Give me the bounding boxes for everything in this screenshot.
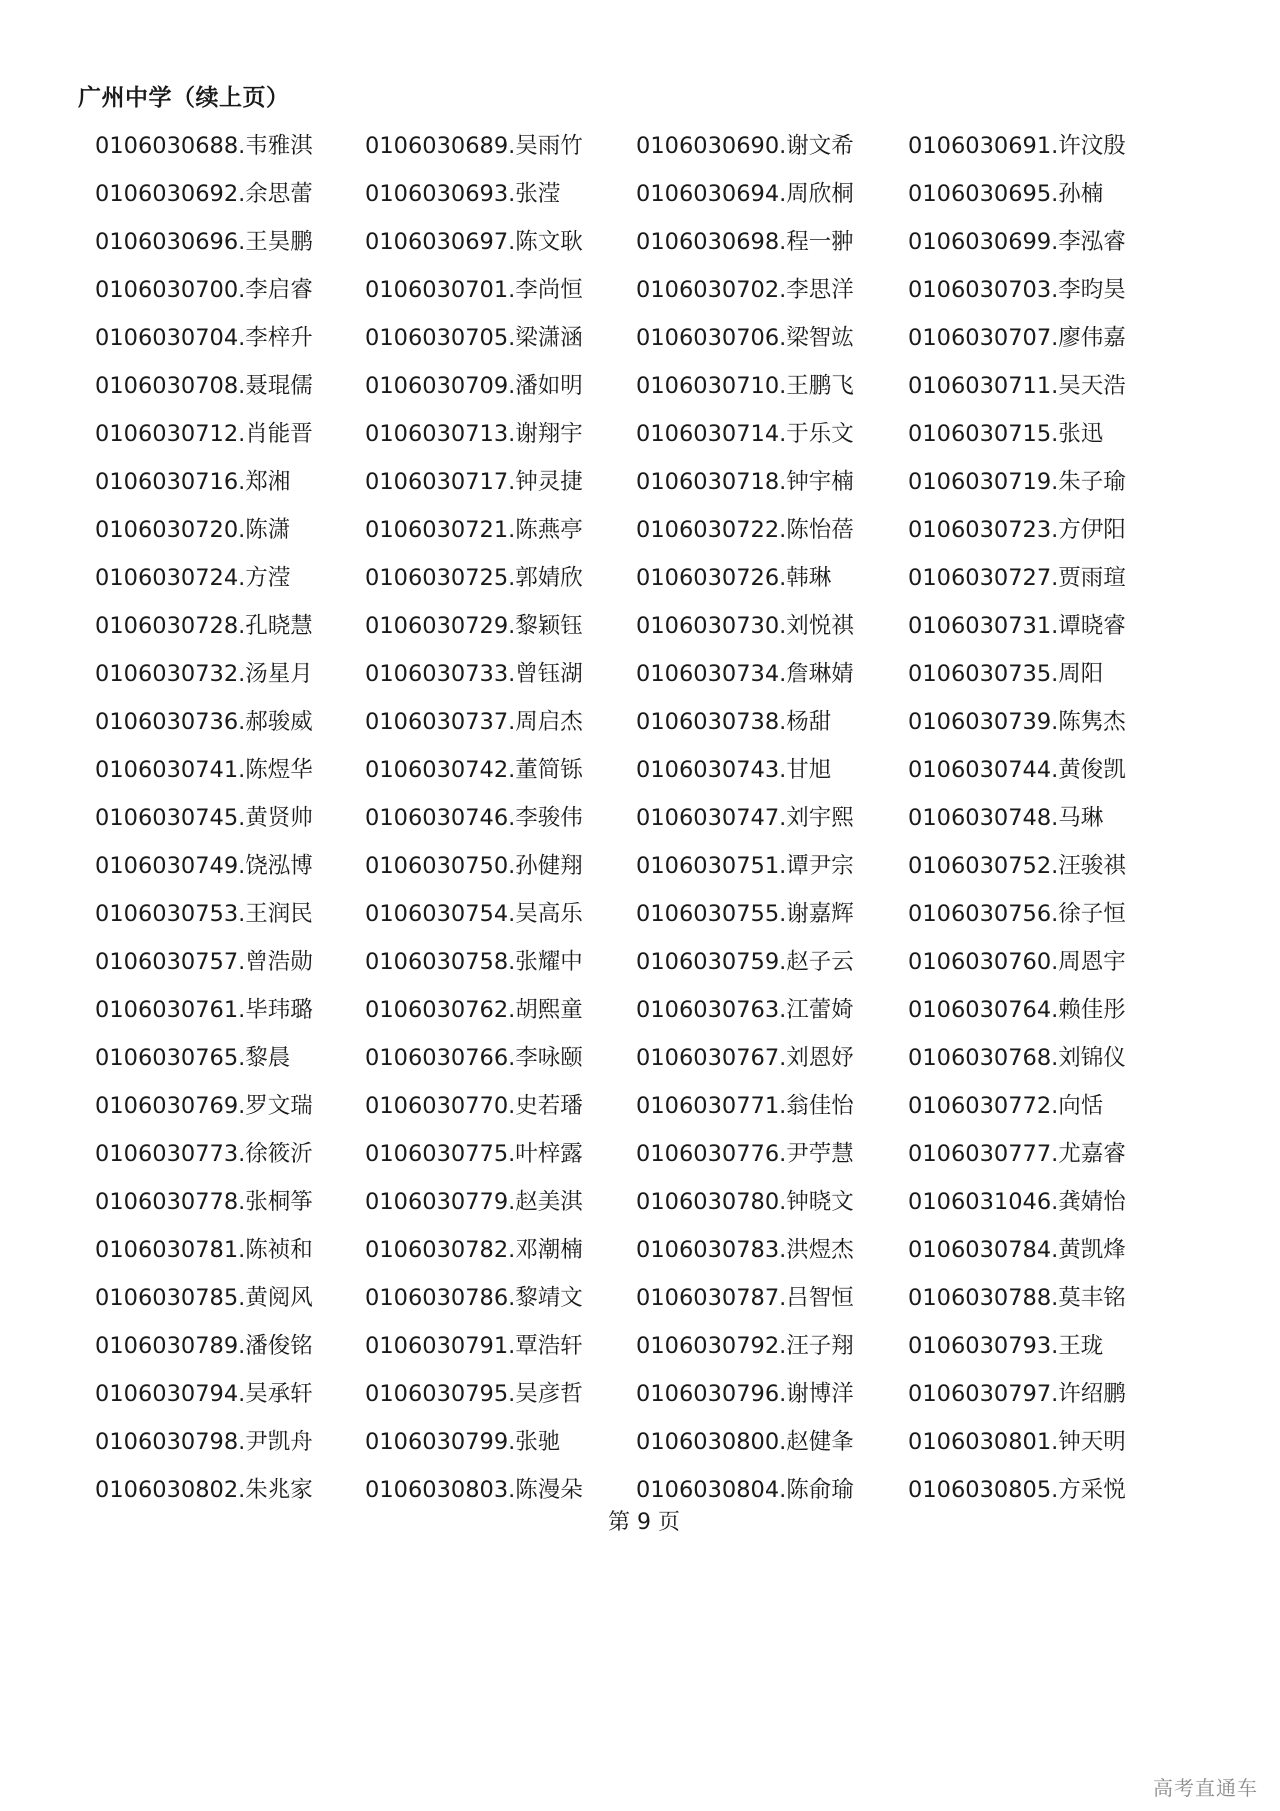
student-entry: 0106030704.李梓升 [95,325,313,351]
student-entry: 0106030800.赵健夆 [636,1429,854,1455]
roster-row [95,314,1195,362]
student-entry: 0106030744.黄俊凯 [908,757,1126,783]
student-entry: 0106030776.尹苧慧 [636,1141,854,1167]
student-entry: 0106030720.陈潇 [95,517,291,543]
student-entry: 0106030797.许绍鹏 [908,1381,1126,1407]
student-entry: 0106030741.陈煜华 [95,757,313,783]
student-entry: 0106030760.周恩宇 [908,949,1126,975]
student-entry: 0106030699.李泓睿 [908,229,1126,255]
student-entry: 0106030748.马琳 [908,805,1104,831]
student-entry: 0106030711.吴天浩 [908,373,1126,399]
student-entry: 0106030785.黄阅风 [95,1285,313,1311]
student-entry: 0106030756.徐子恒 [908,901,1126,927]
student-entry: 0106030734.詹琳婧 [636,661,854,687]
student-entry: 0106030695.孙楠 [908,181,1104,207]
student-entry: 0106030771.翁佳怡 [636,1093,854,1119]
student-entry: 0106030750.孙健翔 [365,853,583,879]
roster-row [95,122,1195,170]
student-entry: 0106030742.董简铄 [365,757,583,783]
roster-row [95,1226,1195,1274]
roster-row [95,1370,1195,1418]
student-entry: 0106030777.尤嘉睿 [908,1141,1126,1167]
student-entry: 0106030715.张迅 [908,421,1104,447]
roster-row [95,554,1195,602]
student-entry: 0106030757.曾浩勋 [95,949,313,975]
student-entry: 0106030733.曾钰湖 [365,661,583,687]
roster-row [95,410,1195,458]
student-entry: 0106030755.谢嘉辉 [636,901,854,927]
student-entry: 0106030694.周欣桐 [636,181,854,207]
student-roster [95,122,1195,1514]
watermark-text: 高考直通车 [1153,1776,1258,1800]
student-entry: 0106030768.刘锦仪 [908,1045,1126,1071]
roster-row [95,506,1195,554]
roster-row [95,218,1195,266]
student-entry: 0106030758.张耀中 [365,949,583,975]
student-entry: 0106030718.钟宇楠 [636,469,854,495]
student-entry: 0106030753.王润民 [95,901,313,927]
roster-row [95,1082,1195,1130]
roster-row [95,794,1195,842]
student-entry: 0106030773.徐筱沂 [95,1141,313,1167]
student-entry: 0106030743.甘旭 [636,757,832,783]
student-entry: 0106030698.程一翀 [636,229,854,255]
student-entry: 0106030754.吴高乐 [365,901,583,927]
student-entry: 0106030703.李昀昊 [908,277,1126,303]
student-entry: 0106030689.吴雨竹 [365,133,583,159]
student-entry: 0106030789.潘俊铭 [95,1333,313,1359]
page-heading: 广州中学（续上页） [78,85,290,111]
student-entry: 0106030786.黎靖文 [365,1285,583,1311]
student-entry: 0106030769.罗文瑞 [95,1093,313,1119]
student-entry: 0106030717.钟灵捷 [365,469,583,495]
student-entry: 0106030778.张桐筝 [95,1189,313,1215]
student-entry: 0106030796.谢博洋 [636,1381,854,1407]
student-entry: 0106030779.赵美淇 [365,1189,583,1215]
student-entry: 0106030795.吴彦哲 [365,1381,583,1407]
student-entry: 0106030788.莫丰铭 [908,1285,1126,1311]
student-entry: 0106030767.刘恩妤 [636,1045,854,1071]
student-entry: 0106030731.谭晓睿 [908,613,1126,639]
student-entry: 0106030799.张驰 [365,1429,561,1455]
roster-row [95,458,1195,506]
roster-row [95,938,1195,986]
student-entry: 0106030762.胡熙童 [365,997,583,1023]
student-entry: 0106030714.于乐文 [636,421,854,447]
student-entry: 0106030709.潘如明 [365,373,583,399]
student-entry: 0106030735.周阳 [908,661,1104,687]
roster-row [95,1466,1195,1514]
roster-row [95,1274,1195,1322]
student-entry: 0106030805.方采悦 [908,1477,1126,1503]
student-entry: 0106030792.汪子翔 [636,1333,854,1359]
student-entry: 0106030759.赵子云 [636,949,854,975]
roster-row [95,362,1195,410]
student-entry: 0106030765.黎晨 [95,1045,291,1071]
student-entry: 0106030746.李骏伟 [365,805,583,831]
student-entry: 0106030721.陈燕亭 [365,517,583,543]
student-entry: 0106030722.陈怡蓓 [636,517,854,543]
roster-row [95,746,1195,794]
student-entry: 0106031046.龚婧怡 [908,1189,1126,1215]
student-entry: 0106030728.孔晓慧 [95,613,313,639]
student-entry: 0106030697.陈文耿 [365,229,583,255]
student-entry: 0106030708.聂琨儒 [95,373,313,399]
student-entry: 0106030693.张滢 [365,181,561,207]
student-entry: 0106030719.朱子瑜 [908,469,1126,495]
student-entry: 0106030696.王昊鹏 [95,229,313,255]
student-entry: 0106030764.赖佳彤 [908,997,1126,1023]
student-entry: 0106030707.廖伟嘉 [908,325,1126,351]
student-entry: 0106030727.贾雨瑄 [908,565,1126,591]
student-entry: 0106030726.韩琳 [636,565,832,591]
student-entry: 0106030723.方伊阳 [908,517,1126,543]
student-entry: 0106030781.陈祯和 [95,1237,313,1263]
student-entry: 0106030761.毕玮璐 [95,997,313,1023]
student-entry: 0106030706.梁智竑 [636,325,854,351]
student-entry: 0106030713.谢翔宇 [365,421,583,447]
roster-row [95,698,1195,746]
student-entry: 0106030801.钟天明 [908,1429,1126,1455]
student-entry: 0106030737.周启杰 [365,709,583,735]
student-entry: 0106030804.陈俞瑜 [636,1477,854,1503]
student-entry: 0106030700.李启睿 [95,277,313,303]
student-entry: 0106030710.王鹏飞 [636,373,854,399]
roster-row [95,1034,1195,1082]
student-entry: 0106030794.吴承轩 [95,1381,313,1407]
roster-row [95,842,1195,890]
student-entry: 0106030688.韦雅淇 [95,133,313,159]
student-entry: 0106030732.汤星月 [95,661,313,687]
student-entry: 0106030716.郑湘 [95,469,291,495]
student-entry: 0106030803.陈漫朵 [365,1477,583,1503]
student-entry: 0106030775.叶梓露 [365,1141,583,1167]
student-entry: 0106030725.郭婧欣 [365,565,583,591]
student-entry: 0106030729.黎颖钰 [365,613,583,639]
student-entry: 0106030791.覃浩轩 [365,1333,583,1359]
student-entry: 0106030692.余思蕾 [95,181,313,207]
roster-row [95,1322,1195,1370]
student-entry: 0106030763.江蕾婍 [636,997,854,1023]
student-entry: 0106030787.吕智恒 [636,1285,854,1311]
student-entry: 0106030747.刘宇熙 [636,805,854,831]
student-entry: 0106030793.王珑 [908,1333,1104,1359]
student-entry: 0106030736.郝骏威 [95,709,313,735]
student-entry: 0106030802.朱兆家 [95,1477,313,1503]
roster-row [95,1130,1195,1178]
page-number: 第 9 页 [608,1510,680,1535]
student-entry: 0106030712.肖能晋 [95,421,313,447]
student-entry: 0106030739.陈隽杰 [908,709,1126,735]
student-entry: 0106030798.尹凯舟 [95,1429,313,1455]
student-entry: 0106030766.李咏颐 [365,1045,583,1071]
student-entry: 0106030784.黄凯烽 [908,1237,1126,1263]
student-entry: 0106030782.邓潮楠 [365,1237,583,1263]
student-entry: 0106030701.李尚恒 [365,277,583,303]
roster-row [95,650,1195,698]
student-entry: 0106030730.刘悦祺 [636,613,854,639]
roster-row [95,1178,1195,1226]
student-entry: 0106030783.洪煜杰 [636,1237,854,1263]
student-entry: 0106030690.谢文希 [636,133,854,159]
student-entry: 0106030705.梁潇涵 [365,325,583,351]
roster-row [95,170,1195,218]
student-entry: 0106030780.钟晓文 [636,1189,854,1215]
student-entry: 0106030751.谭尹宗 [636,853,854,879]
student-entry: 0106030752.汪骏祺 [908,853,1126,879]
roster-row [95,986,1195,1034]
student-entry: 0106030745.黄贤帅 [95,805,313,831]
student-entry: 0106030772.向恬 [908,1093,1104,1119]
student-entry: 0106030749.饶泓博 [95,853,313,879]
student-entry: 0106030770.史若璠 [365,1093,583,1119]
student-entry: 0106030738.杨甜 [636,709,832,735]
roster-row [95,1418,1195,1466]
student-entry: 0106030691.许汶殷 [908,133,1126,159]
student-entry: 0106030724.方滢 [95,565,291,591]
roster-row [95,266,1195,314]
student-entry: 0106030702.李思洋 [636,277,854,303]
roster-row [95,890,1195,938]
roster-row [95,602,1195,650]
